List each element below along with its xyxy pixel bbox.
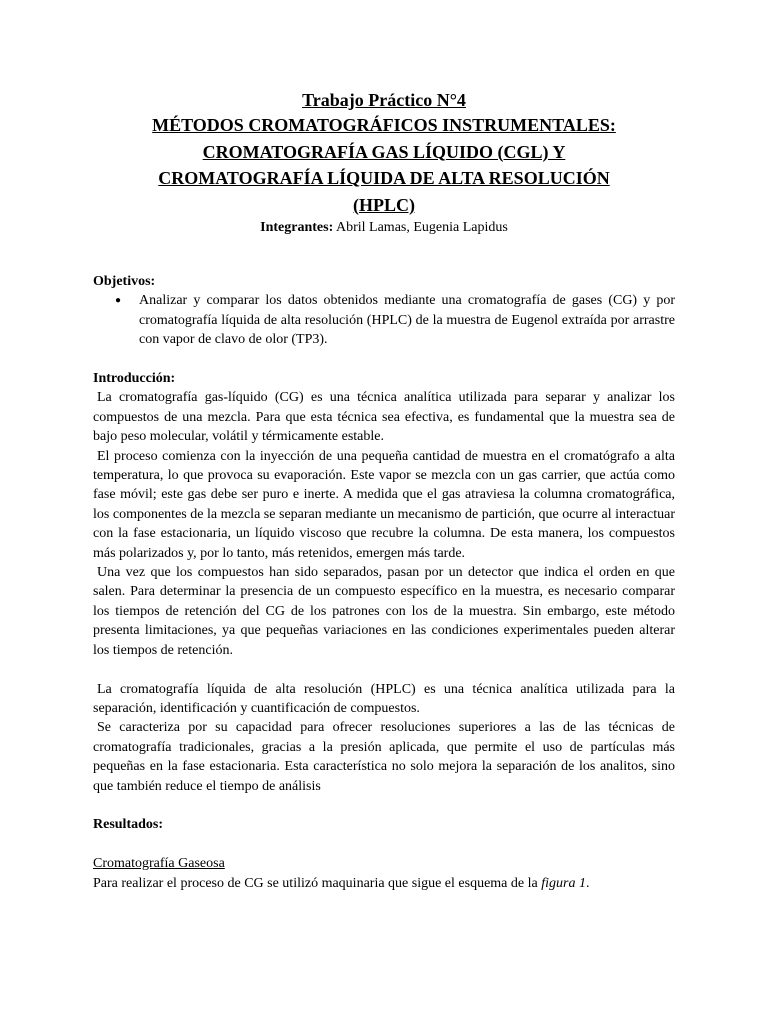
spacer <box>93 350 675 369</box>
document-title: Trabajo Práctico N°4 <box>302 90 466 110</box>
resultados-line-suffix: . <box>585 875 590 891</box>
intro-paragraph-2: El proceso comienza con la inyección de una pequeña cantidad de muestra en el cromatógrafo a alta temperatura, lo que provoca su evaporación. Este vapor se mezcla con un gas carrier, que actúa como fase móvil; este gas debe ser puro e inerte. A medida que el gas atraviesa la columna cromatográfica, los componentes de la mezcla se separan mediante un mecanismo de partición, que ocurre al interactuar con la fase estacionaria, un líquido viscoso que recubre la columna. De esta manera, los compuestos más polarizados y, por lo tanto, más retenidos, emergen más tarde. <box>93 448 675 561</box>
resultados-heading: Resultados: <box>93 817 164 833</box>
document-subtitle <box>89 112 679 218</box>
objetivos-list <box>93 291 675 349</box>
subtitle-line-1: MÉTODOS CROMATOGRÁFICOS INSTRUMENTALES: <box>152 115 616 135</box>
document-header <box>0 88 768 238</box>
subtitle-line-4: (HPLC) <box>353 194 415 215</box>
members-names: Abril Lamas, Eugenia Lapidus <box>333 220 508 235</box>
intro-paragraph-5: Se caracteriza por su capacidad para ofrecer resoluciones superiores a las de las técnicas de cromatografía tradicionales, gracias a la presión aplicada, que permite el uso de partículas más pequeñas en la fase estacionaria. Esta característica no solo mejora la separación de los analitos, sino que también reduce el tiempo de análisis <box>93 720 675 794</box>
document-body <box>93 272 675 893</box>
list-item <box>93 291 675 349</box>
intro-paragraph-3: Una vez que los compuestos han sido separados, pasan por un detector que indica el orden en que salen. Para determinar la presencia de un compuesto específico en la muestra, es necesario comparar los tiempos de retención del CG de los patrones con los de la muestra. Sin embargo, este método presenta limitaciones, ya que pequeñas variaciones en las condiciones experimentales pueden alterar los tiempos de retención. <box>93 565 675 658</box>
spacer <box>93 796 675 815</box>
bullet-icon: ● <box>115 295 122 307</box>
spacer <box>93 660 675 679</box>
objetivos-heading: Objetivos: <box>93 274 156 289</box>
introduccion-heading: Introducción: <box>93 371 176 387</box>
subtitle-line-3: CROMATOGRAFÍA LÍQUIDA DE ALTA RESOLUCIÓN <box>158 168 610 188</box>
figure-reference: figura 1 <box>541 875 586 891</box>
intro-paragraph-4: La cromatografía líquida de alta resolución (HPLC) es una técnica analítica utilizada para la separación, identificación y cuantificación de compuestos. <box>93 681 675 716</box>
resultados-subheading: Cromatografía Gaseosa <box>93 856 225 872</box>
spacer <box>93 835 675 854</box>
objetivo-text: Analizar y comparar los datos obtenidos mediante una cromatografía de gases (CG) y por cromatografía líquida de alta resolución (HPLC) de la muestra de Eugenol extraída por arrastre con vapor de clavo de olor (TP3). <box>139 293 675 348</box>
members-line <box>0 218 768 238</box>
subtitle-line-2: CROMATOGRAFÍA GAS LÍQUIDO (CGL) Y <box>202 141 566 162</box>
resultados-line <box>93 874 675 893</box>
members-label: Integrantes: <box>260 220 334 235</box>
resultados-line-prefix: Para realizar el proceso de CG se utilizó maquinaria que sigue el esquema de la <box>93 875 542 891</box>
intro-paragraph-1: La cromatografía gas-líquido (CG) es una técnica analítica utilizada para separar y analizar los compuestos de una mezcla. Para que esta técnica sea efectiva, es fundamental que la muestra sea de bajo peso molecular, volátil y térmicamente estable. <box>93 390 675 445</box>
